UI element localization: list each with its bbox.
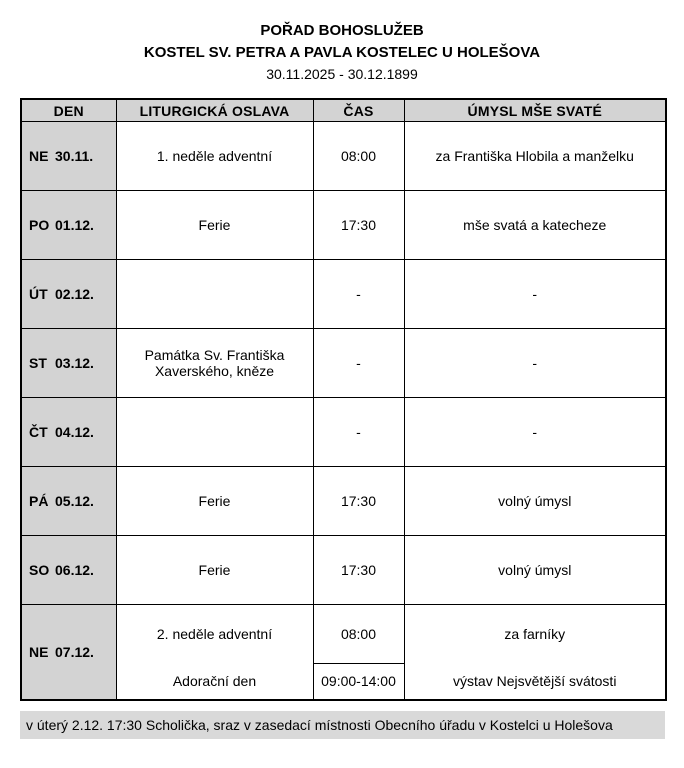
time-cell: - (313, 329, 404, 398)
col-header-intention: ÚMYSL MŠE SVATÉ (404, 99, 666, 122)
day-date: 05.12. (55, 493, 94, 510)
time-cell: 08:00 (313, 122, 404, 191)
celebration-cell: Ferie (116, 191, 313, 260)
day-cell (21, 260, 116, 329)
celebration-cell: 1. neděle adventní (116, 122, 313, 191)
table-row (21, 260, 666, 329)
day-cell (21, 467, 116, 536)
table-row (21, 329, 666, 398)
table-header-row (21, 99, 666, 122)
day-abbr: PÁ (29, 493, 49, 510)
time-cell: - (313, 398, 404, 467)
col-header-celebration: LITURGICKÁ OSLAVA (116, 99, 313, 122)
intention-primary: za farníky (504, 626, 566, 643)
time-cell: 17:30 (313, 467, 404, 536)
day-abbr: NE (29, 148, 49, 165)
day-date: 30.11. (55, 148, 94, 165)
table-row (21, 536, 666, 605)
intention-cell: mše svatá a katecheze (404, 191, 666, 260)
day-date: 06.12. (55, 562, 94, 579)
time-cell: - (313, 260, 404, 329)
time-primary: 08:00 (340, 626, 377, 643)
intention-cell: - (404, 329, 666, 398)
document-title: POŘAD BOHOSLUŽEB (260, 22, 424, 39)
intention-cell: za Františka Hlobila a manželku (404, 122, 666, 191)
table-row (21, 467, 666, 536)
church-name: KOSTEL SV. PETRA A PAVLA KOSTELEC U HOLEŠOVA (143, 43, 541, 61)
day-abbr: NE (29, 644, 49, 661)
celebration-cell (116, 398, 313, 467)
intention-cell: volný úmysl (404, 467, 666, 536)
day-abbr: ÚT (29, 286, 48, 303)
celebration-cell: Ferie (116, 536, 313, 605)
celebration-cell (116, 260, 313, 329)
intention-secondary: výstav Nejsvětější svátosti (453, 672, 617, 689)
day-abbr: ČT (29, 424, 48, 441)
day-date: 03.12. (55, 355, 94, 372)
date-range: 30.11.2025 - 30.12.1899 (266, 65, 418, 82)
day-cell (21, 605, 116, 700)
day-abbr: ST (29, 355, 47, 372)
day-date: 07.12. (55, 644, 94, 661)
table-row (21, 605, 666, 700)
intention-cell: - (404, 398, 666, 467)
intention-cell (404, 605, 666, 700)
time-secondary: 09:00-14:00 (314, 663, 404, 698)
day-cell (21, 122, 116, 191)
day-cell (21, 398, 116, 467)
schedule-table (20, 98, 667, 701)
table-row (21, 191, 666, 260)
table-row (21, 398, 666, 467)
document-header (20, 20, 664, 84)
celebration-primary: 2. neděle adventní (156, 626, 273, 643)
celebration-cell: Ferie (116, 467, 313, 536)
intention-cell: - (404, 260, 666, 329)
day-date: 04.12. (55, 424, 94, 441)
col-header-time: ČAS (313, 99, 404, 122)
time-cell: 17:30 (313, 191, 404, 260)
day-cell (21, 329, 116, 398)
footer-note: v úterý 2.12. 17:30 Scholička, sraz v zasedací místnosti Obecního úřadu v Kostelci u Holešova (20, 711, 665, 739)
col-header-day: DEN (21, 99, 116, 122)
celebration-cell: Památka Sv. Františka Xaverského, kněze (116, 329, 313, 398)
day-abbr: SO (29, 562, 50, 579)
celebration-secondary: Adorační den (172, 672, 257, 689)
celebration-cell (116, 605, 313, 700)
time-cell (313, 605, 404, 700)
day-abbr: PO (29, 217, 50, 234)
day-date: 02.12. (55, 286, 94, 303)
table-row (21, 122, 666, 191)
day-cell (21, 191, 116, 260)
intention-cell: volný úmysl (404, 536, 666, 605)
time-cell: 17:30 (313, 536, 404, 605)
day-date: 01.12. (55, 217, 94, 234)
day-cell (21, 536, 116, 605)
